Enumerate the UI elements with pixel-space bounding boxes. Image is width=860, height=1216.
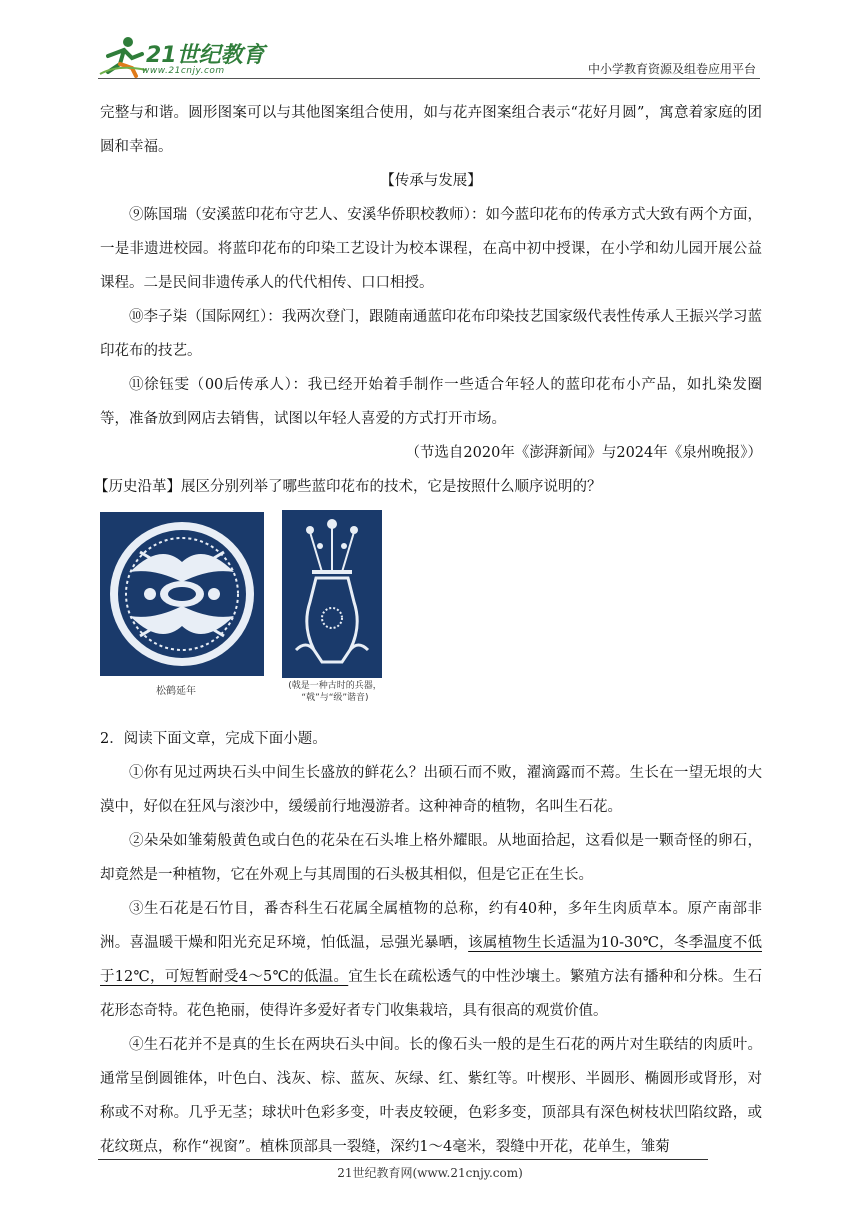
header-divider (98, 78, 760, 79)
article-paragraph: ②朵朵如雏菊般黄色或白色的花朵在石头堆上格外耀眼。从地面拾起，这看似是一颗奇怪的卵石，却竟然是一种植物，它在外观上与其周围的石头极其相似，但是它正在生长。 (100, 833, 762, 883)
underlined-text: 该属植物生长适温为10-30℃，冬季温度不低于12℃，可短暂耐受4～5℃的低温。 (100, 935, 762, 985)
source-note: （节选自2020年《澎湃新闻》与2024年《泉州晚报》） (405, 445, 762, 461)
logo-url: www.21cnjy.com (142, 66, 225, 76)
document-body (94, 96, 762, 1164)
pattern-images (100, 510, 762, 714)
image-caption: 松鹤延年 (156, 686, 196, 697)
logo-text: 21世纪教育 (146, 43, 265, 68)
site-logo (98, 34, 268, 78)
paragraph: ⑨陈国瑞（安溪蓝印花布守艺人、安溪华侨职校教师）：如今蓝印花布的传承方式大致有两个方面，一是非遗进校园。将蓝印花布的印染工艺设计为校本课程，在高中初中授课，在小学和幼儿园开展公益课程。二是民间非遗传承人的代代相传、口口相授。 (100, 207, 762, 291)
paragraph: ⑩李子柒（国际网红）：我两次登门，跟随南通蓝印花布印染技艺国家级代表性传承人王振兴学习蓝印花布的技艺。 (100, 309, 762, 359)
section-title: 【传承与发展】 (380, 173, 482, 189)
footer-divider (98, 1159, 708, 1160)
article-paragraph: ①你有见过两块石头中间生长盛放的鲜花么？出硕石而不败，濯滴露而不蔫。生长在一望无垠的大漠中，好似在狂风与滚沙中，缓缓前行地漫游者。这种神奇的植物，名叫生石花。 (100, 765, 762, 815)
image-caption: (戟是一种古时的兵器， “戟”与“级”谐音) (288, 681, 382, 703)
article-paragraph: ③生石花是石竹目，番杏科生石花属全属植物的总称，约有40种，多年生肉质草本。原产南部非洲。喜温暖干燥和阳光充足环境，怕低温，忌强光暴晒，该属植物生长适温为10-30℃，冬季温度不低于12℃，可短暂耐受4～5℃的低温。宜生长在疏松透气的中性沙壤土。繁殖方法有播种和分株。生石花形态奇特。花色艳丽，使得许多爱好者专门收集栽培，具有很高的观赏价值。 (100, 901, 762, 1019)
runner-icon (98, 34, 148, 78)
page-footer: 21世纪教育网(www.21cnjy.com) (337, 1166, 523, 1180)
paragraph: ⑪徐钰雯（00后传承人）：我已经开始着手制作一些适合年轻人的蓝印花布小产品，如扎染发圈等，准备放到网店去销售，试图以年轻人喜爱的方式打开市场。 (100, 377, 762, 427)
crane-pattern-image (100, 512, 264, 676)
question: 【历史沿革】展区分别列举了哪些蓝印花布的技术，它是按照什么顺序说明的？ (94, 479, 602, 495)
paragraph: 完整与和谐。圆形图案可以与其他图案组合使用，如与花卉图案组合表示“花好月圆”，寓意着家庭的团圆和幸福。 (100, 105, 762, 155)
page-header (98, 30, 760, 80)
question-heading: 2．阅读下面文章，完成下面小题。 (100, 731, 327, 747)
vase-pattern-image (282, 510, 382, 678)
article-paragraph: ④生石花并不是真的生长在两块石头中间。长的像石头一般的是生石花的两片对生联结的肉质叶。通常呈倒圆锥体，叶色白、浅灰、棕、蓝灰、灰绿、红、紫红等。叶楔形、半圆形、椭圆形或肾形，对称或不对称。几乎无茎；球状叶色彩多变，叶表皮较硬，色彩多变，顶部具有深色树枝状凹陷纹路，或花纹斑点，称作“视窗”。植株顶部具一裂缝，深约1～4毫米，裂缝中开花，花单生，雏菊 (100, 1037, 762, 1155)
platform-name: 中小学教育资源及组卷应用平台 (587, 62, 756, 76)
